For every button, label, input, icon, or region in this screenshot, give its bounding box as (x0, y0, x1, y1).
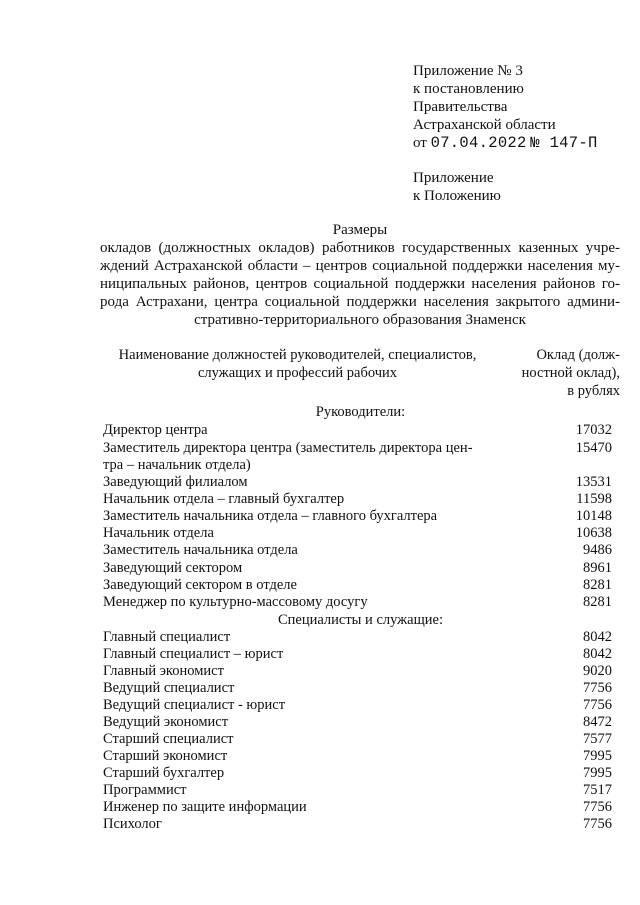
salary-value: 9020 (583, 663, 612, 679)
position-name: Старший экономист (103, 748, 228, 764)
salary-value: 8281 (583, 577, 612, 593)
table-row (103, 508, 618, 525)
section-heading-specialists: Специалисты и служащие: (277, 612, 444, 628)
title-line: ниципальных районов, центров социальной поддержки населения районов го- (100, 276, 620, 292)
table-row (103, 542, 618, 559)
position-name: Программист (103, 782, 187, 798)
table-row (103, 765, 618, 782)
position-name: Начальник отдела – главный бухгалтер (103, 491, 345, 507)
salary-value: 8281 (583, 594, 612, 610)
salary-value: 10148 (575, 508, 612, 524)
salary-value: 7995 (583, 765, 612, 781)
table-row (103, 629, 618, 646)
salary-value: 7756 (583, 680, 612, 696)
header-line: Правительства (413, 99, 508, 115)
table-row (103, 422, 618, 439)
appendix-label: Приложение (413, 170, 494, 186)
position-name: Заведующий филиалом (103, 474, 248, 490)
position-name-continued: тра – начальник отдела) (103, 457, 251, 473)
approval-header (413, 62, 598, 205)
table-row (103, 491, 618, 508)
position-name: Психолог (103, 816, 162, 832)
resolution-number: № 147-П (530, 134, 598, 152)
position-name: Заместитель начальника отдела (103, 542, 298, 558)
salary-value: 7756 (583, 697, 612, 713)
position-name: Ведущий специалист - юрист (103, 697, 286, 713)
table-row (103, 525, 618, 542)
title-line: стративно-территориального образования Знаменск (194, 312, 526, 328)
appendix-ref: к Положению (413, 188, 501, 204)
salary-value: 13531 (575, 474, 612, 490)
salary-value: 15470 (575, 440, 612, 456)
header-line: Астраханской области (413, 117, 556, 133)
resolution-date: 07.04.2022 (430, 134, 527, 152)
table-row (103, 714, 618, 731)
salary-value: 7577 (583, 731, 612, 747)
table-row (103, 577, 618, 594)
position-name: Главный специалист – юрист (103, 646, 284, 662)
position-name: Менеджер по культурно-массовому досугу (103, 594, 368, 610)
title-heading: Размеры (332, 222, 388, 238)
table-row (103, 560, 618, 577)
position-name: Заместитель директора центра (заместитель директора цен- (103, 440, 473, 456)
salary-value: 7517 (583, 782, 612, 798)
position-name: Главный специалист (103, 629, 231, 645)
table-row (103, 816, 618, 833)
document-title (100, 221, 620, 329)
salary-value: 8472 (583, 714, 612, 730)
table-row (103, 594, 618, 611)
table-row (103, 731, 618, 748)
date-prefix: от (413, 135, 427, 151)
position-name: Старший бухгалтер (103, 765, 225, 781)
salary-value: 7995 (583, 748, 612, 764)
salary-value: 11598 (576, 491, 612, 507)
table-row (103, 697, 618, 714)
position-name: Ведущий специалист (103, 680, 235, 696)
column-header-salary: Оклад (долж- ностной оклад), в рублях (521, 347, 620, 399)
table-row (103, 663, 618, 680)
salary-value: 9486 (583, 542, 612, 558)
table-row (103, 680, 618, 697)
position-name: Начальник отдела (103, 525, 214, 541)
table-row (103, 440, 618, 474)
salary-value: 8042 (583, 629, 612, 645)
salary-value: 8961 (583, 560, 612, 576)
table-row (103, 474, 618, 491)
column-header-position: Наименование должностей руководителей, специалистов, служащих и профессий рабочих (118, 347, 477, 381)
salary-value: 17032 (575, 422, 612, 438)
title-line: ждений Астраханской области – центров социальной поддержки населения му- (100, 258, 620, 274)
resolution-date-line (413, 134, 598, 152)
position-name: Заведующий сектором в отделе (103, 577, 297, 593)
position-name: Директор центра (103, 422, 208, 438)
position-name: Ведущий экономист (103, 714, 229, 730)
title-line: рода Астрахани, центра социальной поддержки населения закрытого админи- (100, 294, 620, 310)
table-row (103, 799, 618, 816)
position-name: Заведующий сектором (103, 560, 243, 576)
table-row (103, 646, 618, 663)
table-row (103, 782, 618, 799)
position-name: Старший специалист (103, 731, 234, 747)
section-heading-managers: Руководители: (315, 404, 406, 420)
position-name: Инженер по защите информации (103, 799, 307, 815)
salary-value: 10638 (575, 525, 612, 541)
table-row (103, 748, 618, 765)
salary-value: 8042 (583, 646, 612, 662)
salary-value: 7756 (583, 816, 612, 832)
position-name: Заместитель начальника отдела – главного бухгалтера (103, 508, 438, 524)
appendix-number: Приложение № 3 (413, 63, 523, 79)
title-line: окладов (должностных окладов) работников государственных казенных учре- (100, 240, 620, 256)
header-line: к постановлению (413, 81, 524, 97)
salary-value: 7756 (583, 799, 612, 815)
position-name: Главный экономист (103, 663, 224, 679)
